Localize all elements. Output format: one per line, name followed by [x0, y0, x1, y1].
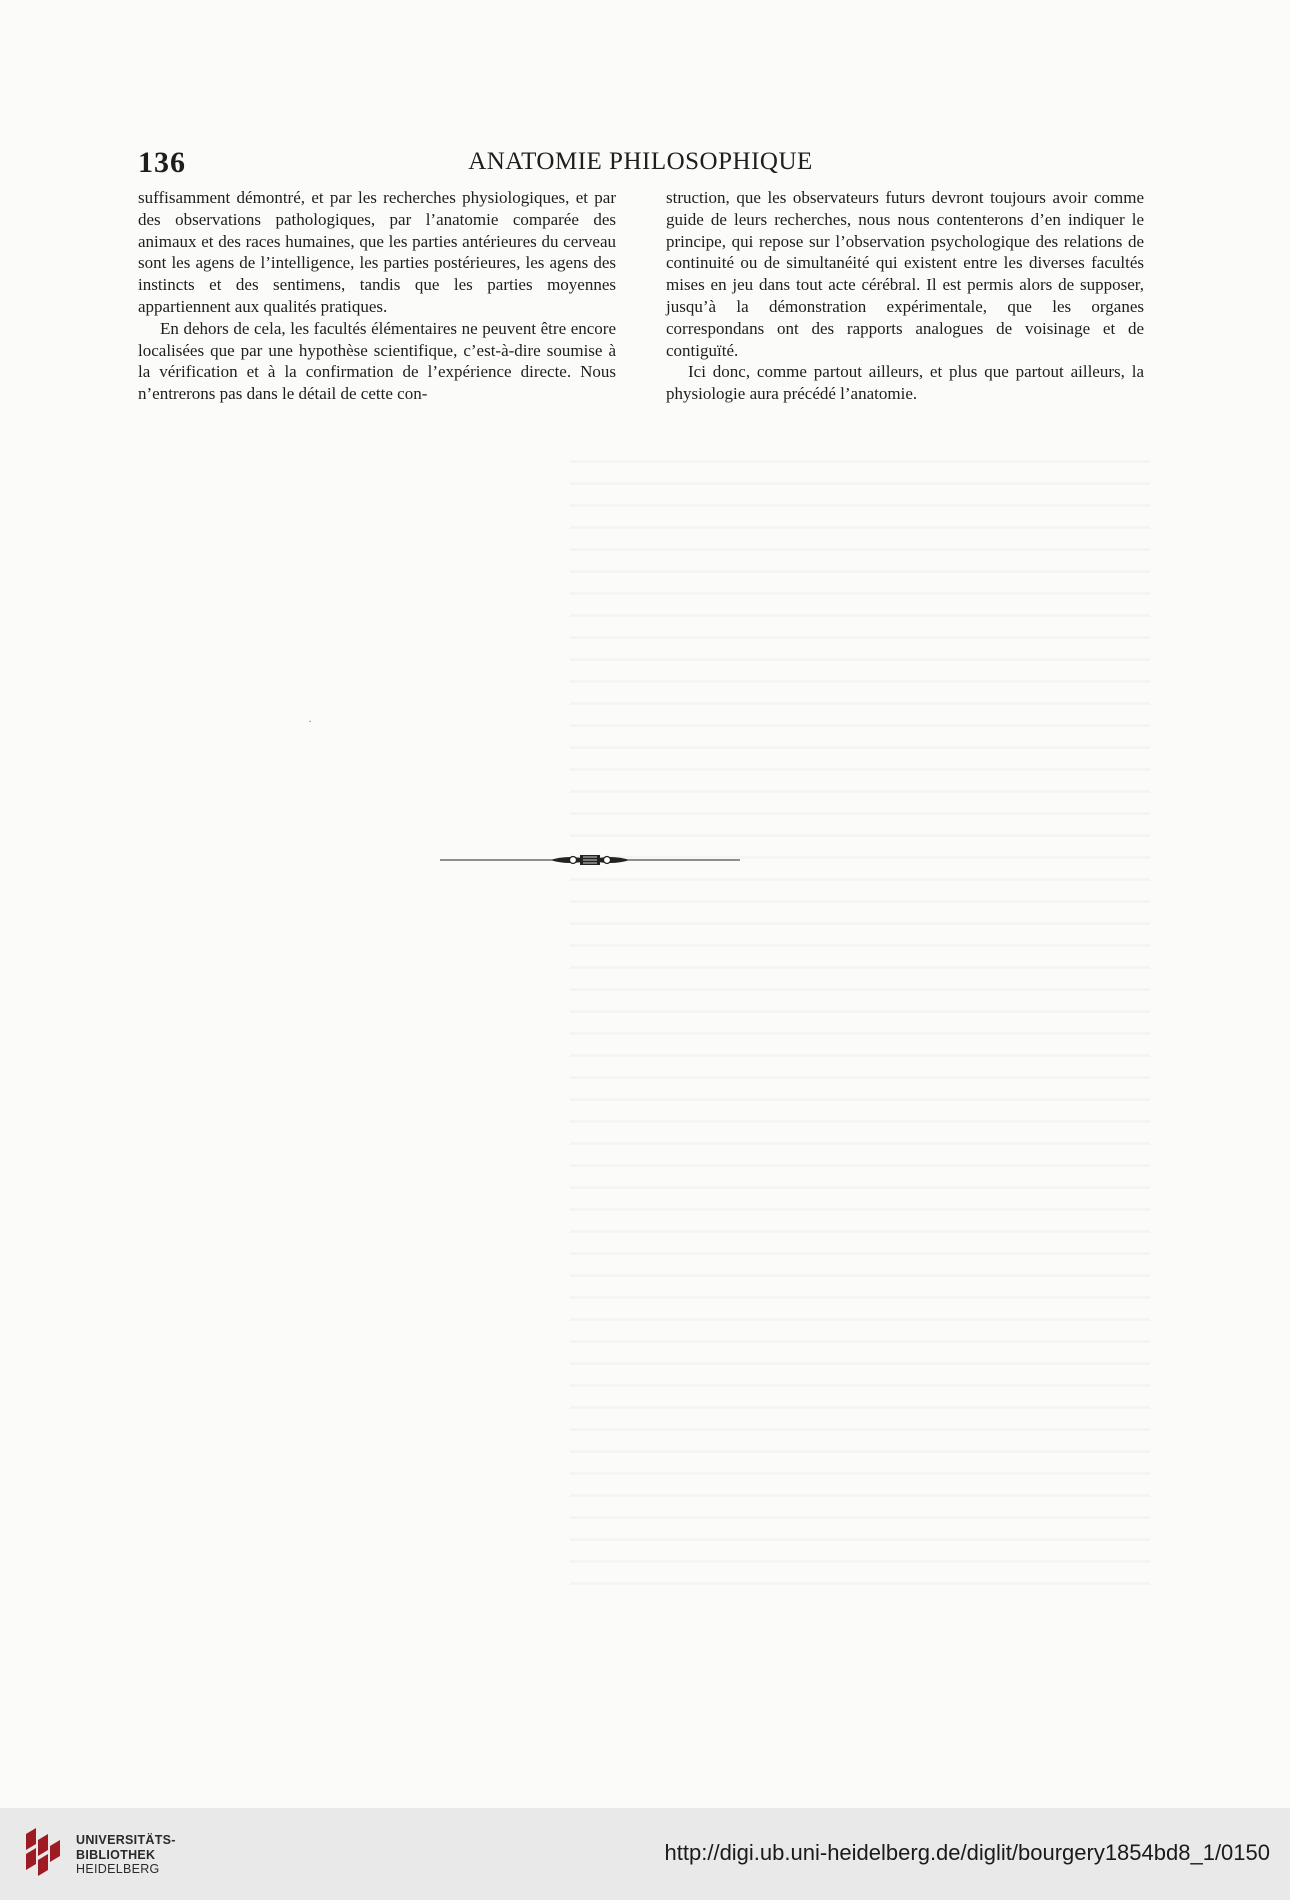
- running-title: ANATOMIE PHILOSOPHIQUE: [468, 148, 813, 175]
- university-library-logo: [22, 1824, 70, 1884]
- ink-speck: ·: [308, 714, 312, 728]
- decorative-divider: [440, 850, 740, 870]
- right-column: [666, 187, 1144, 405]
- page-number: 136: [138, 146, 186, 179]
- permalink-url[interactable]: http://digi.ub.uni-heidelberg.de/diglit/bourgery1854bd8_1/0150: [664, 1840, 1270, 1865]
- paragraph: suffisamment démontré, et par les recherches physiologiques, et par des observations pathologiques, par l’anatomie comparée des animaux et des races humaines, que les parties antérieures du cerveau sont les agens de l’intelligence, les parties postérieures, les agens des instincts et des sentimens, tandis que les parties moyennes appartiennent aux qualités pratiques.: [138, 188, 616, 316]
- left-column: [138, 187, 616, 405]
- paragraph: En dehors de cela, les facultés élémentaires ne peuvent être encore localisées que par une hypothèse scientifique, c’est-à-dire soumise à la vérification et à la confirmation de l’expérience directe. Nous n’entrerons pas dans le détail de cette con-: [138, 318, 616, 404]
- show-through-text: [570, 460, 1150, 1590]
- page-header: [138, 146, 1143, 180]
- library-name: UNIVERSITÄTS- BIBLIOTHEK HEIDELBERG: [76, 1833, 176, 1876]
- paragraph: Ici donc, comme partout ailleurs, et plus que partout ailleurs, la physiologie aura précédé l’anatomie.: [666, 362, 1144, 404]
- digitization-footer: [0, 1808, 1290, 1900]
- paragraph: struction, que les observateurs futurs devront toujours avoir comme guide de leurs recherches, nous nous contenterons d’en indiquer le principe, qui repose sur l’observation psychologique des relations de continuité ou de simultanéité qui existent entre les diverses facultés mises en jeu dans tout acte cérébral. Il est permis alors de supposer, jusqu’à la démonstration expérimentale, que les organes correspondans ont des rapports analogues de voisinage et de contiguïté.: [666, 188, 1144, 360]
